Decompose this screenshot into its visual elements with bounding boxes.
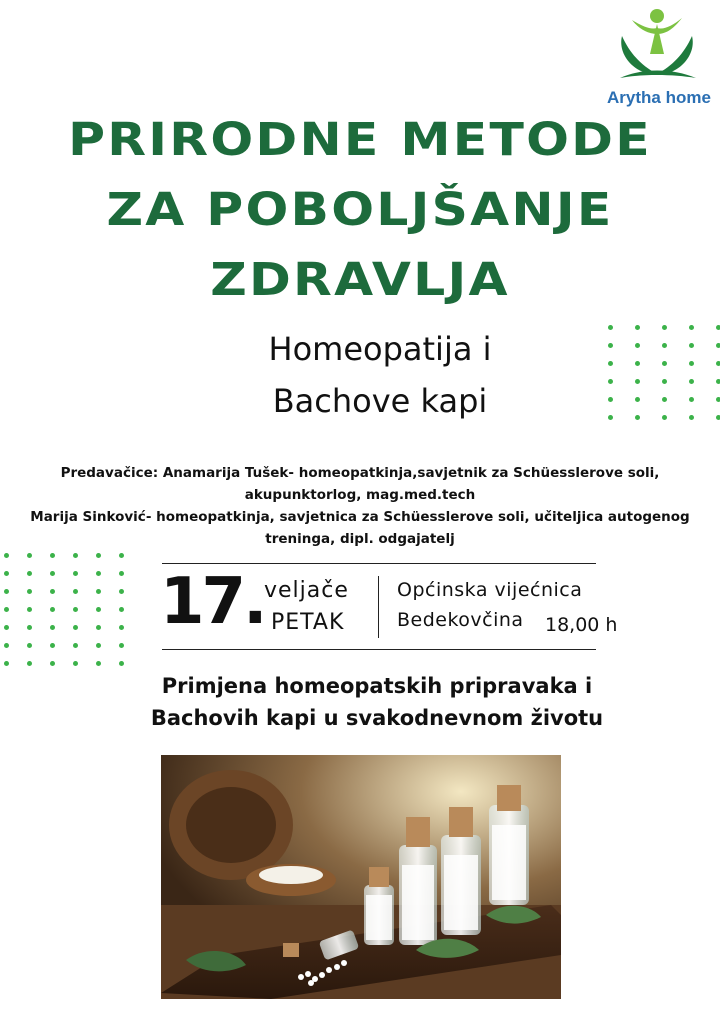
decorative-dot xyxy=(635,325,640,330)
decorative-dot xyxy=(689,325,694,330)
divider-bottom xyxy=(162,649,596,650)
decorative-dot xyxy=(635,397,640,402)
decorative-dot xyxy=(4,589,9,594)
decorative-dot xyxy=(4,625,9,630)
decorative-dot xyxy=(662,397,667,402)
decorative-dot xyxy=(662,379,667,384)
event-place-line-2: Bedekovčina xyxy=(397,609,524,631)
decorative-dot xyxy=(662,325,667,330)
speaker-2-text: Marija Sinković- homeopatkinja, savjetnica za Schüesslerove soli, učiteljica autogenog treninga, dipl. odgajatelj xyxy=(30,509,690,547)
decorative-dot xyxy=(27,643,32,648)
decorative-dot xyxy=(73,571,78,576)
decorative-dot xyxy=(50,661,55,666)
decorative-dot xyxy=(96,661,101,666)
decorative-dot xyxy=(27,589,32,594)
divider-top xyxy=(162,563,596,564)
decorative-dot xyxy=(119,589,124,594)
decorative-dot xyxy=(96,553,101,558)
decorative-dot xyxy=(50,571,55,576)
decorative-dot xyxy=(608,415,613,420)
decorative-dot xyxy=(4,553,9,558)
decorative-dot xyxy=(662,343,667,348)
decorative-dot xyxy=(608,325,613,330)
decorative-dot xyxy=(608,397,613,402)
decorative-dot xyxy=(73,607,78,612)
decorative-dot xyxy=(73,553,78,558)
decorative-dot xyxy=(50,589,55,594)
vertical-divider xyxy=(378,576,379,638)
topic-line-1: Primjena homeopatskih pripravaka i xyxy=(161,674,593,698)
decorative-dot xyxy=(716,343,720,348)
decorative-dot xyxy=(96,589,101,594)
decorative-dot xyxy=(119,553,124,558)
decorative-dot xyxy=(716,361,720,366)
decorative-dot xyxy=(4,643,9,648)
decorative-dot xyxy=(50,625,55,630)
decorative-dot xyxy=(4,571,9,576)
headline-line-2: ZA POBOLJŠANJE xyxy=(106,183,614,236)
headline-line-3: ZDRAVLJA xyxy=(210,253,510,306)
decorative-dot-grid-left xyxy=(4,553,124,666)
decorative-dot xyxy=(4,661,9,666)
event-place-line-1: Općinska vijećnica xyxy=(397,579,583,601)
decorative-dot xyxy=(96,607,101,612)
subtitle-line-2: Bachove kapi xyxy=(272,382,488,420)
decorative-dot xyxy=(608,379,613,384)
person-with-leaves-logo-icon xyxy=(612,6,702,86)
decorative-dot xyxy=(635,415,640,420)
decorative-dot xyxy=(50,553,55,558)
decorative-dot xyxy=(119,607,124,612)
decorative-dot xyxy=(716,325,720,330)
headline-line-1: PRIRODNE METODE xyxy=(68,113,652,166)
decorative-dot xyxy=(4,607,9,612)
decorative-dot xyxy=(635,361,640,366)
decorative-dot xyxy=(716,397,720,402)
decorative-dot xyxy=(73,643,78,648)
decorative-dot xyxy=(27,625,32,630)
homeopathic-globules-bottles-photo xyxy=(161,755,561,999)
decorative-dot xyxy=(689,397,694,402)
decorative-dot xyxy=(119,625,124,630)
decorative-dot xyxy=(662,361,667,366)
decorative-dot xyxy=(27,661,32,666)
decorative-dot xyxy=(50,643,55,648)
decorative-dot xyxy=(96,625,101,630)
decorative-dot xyxy=(662,415,667,420)
decorative-dot xyxy=(608,361,613,366)
decorative-dot xyxy=(689,343,694,348)
event-weekday: PETAK xyxy=(271,610,345,635)
decorative-dot xyxy=(50,607,55,612)
decorative-dot xyxy=(689,415,694,420)
logo-text: Arytha home xyxy=(607,88,711,107)
speaker-1-text: Predavačice: Anamarija Tušek- homeopatkinja,savjetnik za Schüesslerove soli, akupunktorlog, mag.med.tech xyxy=(60,465,660,503)
decorative-dot-grid-right xyxy=(608,325,720,420)
decorative-dot xyxy=(27,607,32,612)
decorative-dot xyxy=(27,553,32,558)
decorative-dot xyxy=(119,643,124,648)
decorative-dot xyxy=(119,571,124,576)
event-date-number: 17. xyxy=(160,565,265,639)
decorative-dot xyxy=(716,415,720,420)
decorative-dot xyxy=(96,643,101,648)
decorative-dot xyxy=(689,379,694,384)
decorative-dot xyxy=(73,589,78,594)
decorative-dot xyxy=(608,343,613,348)
decorative-dot xyxy=(716,379,720,384)
decorative-dot xyxy=(689,361,694,366)
decorative-dot xyxy=(635,379,640,384)
subtitle-line-1: Homeopatija i xyxy=(268,330,492,368)
event-month: veljače xyxy=(264,578,349,603)
event-time: 18,00 h xyxy=(545,614,618,636)
topic-line-2: Bachovih kapi u svakodnevnom životu xyxy=(150,706,604,730)
decorative-dot xyxy=(119,661,124,666)
decorative-dot xyxy=(635,343,640,348)
decorative-dot xyxy=(73,661,78,666)
decorative-dot xyxy=(96,571,101,576)
decorative-dot xyxy=(27,571,32,576)
arytha-home-logo xyxy=(600,6,720,106)
decorative-dot xyxy=(73,625,78,630)
